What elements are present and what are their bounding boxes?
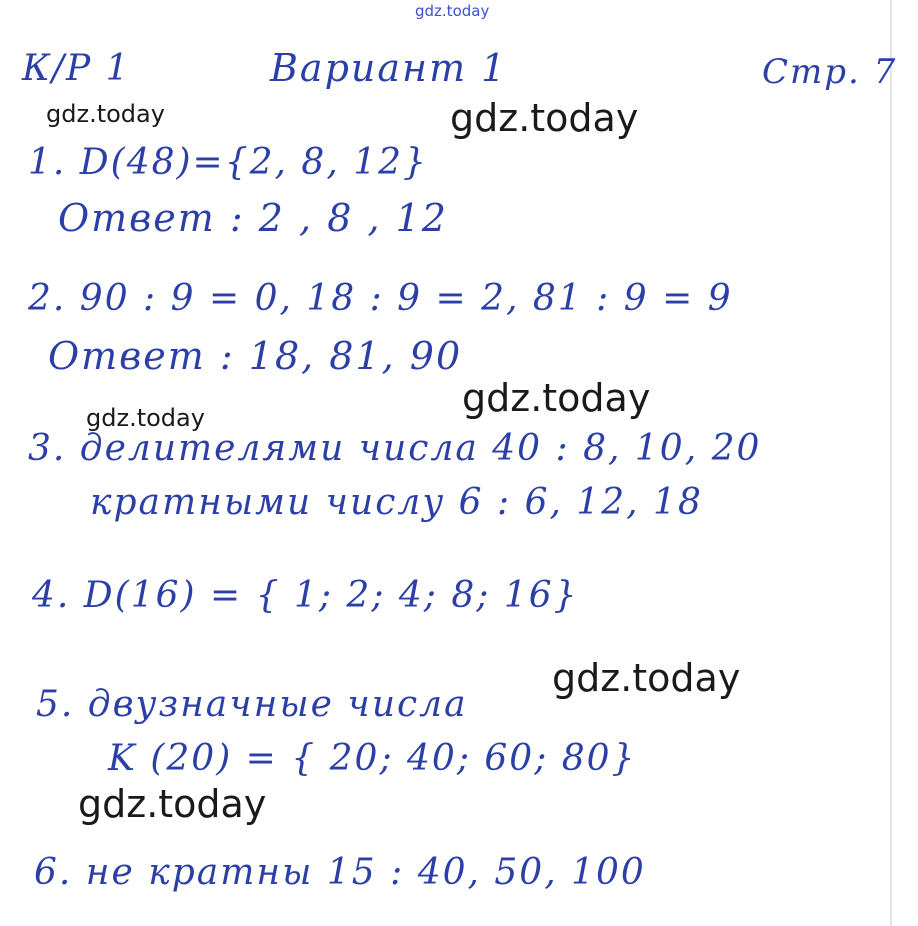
answer-5-line-2: K (20) = { 20; 40; 60; 80} — [108, 738, 637, 779]
notebook-margin-line — [890, 0, 892, 926]
watermark: gdz.today — [46, 100, 165, 128]
answer-2-line-2: Ответ : 18, 81, 90 — [48, 334, 463, 378]
watermark-top: gdz.today — [415, 2, 490, 20]
watermark: gdz.today — [78, 782, 267, 826]
header-kr: К/Р 1 — [22, 48, 131, 89]
answer-3-line-2: кратными числу 6 : 6, 12, 18 — [90, 482, 703, 523]
header-page: Стр. 7 — [762, 52, 898, 92]
watermark: gdz.today — [86, 404, 205, 432]
watermark: gdz.today — [450, 96, 639, 140]
header-variant: Вариант 1 — [270, 46, 508, 90]
answer-6-line-1: 6. не кратны 15 : 40, 50, 100 — [34, 852, 646, 893]
watermark: gdz.today — [462, 376, 651, 420]
answer-5-line-1: 5. двузначные числа — [36, 684, 468, 725]
answer-3-line-1: 3. делителями числа 40 : 8, 10, 20 — [28, 428, 762, 469]
answer-2-line-1: 2. 90 : 9 = 0, 18 : 9 = 2, 81 : 9 = 9 — [28, 278, 733, 319]
watermark: gdz.today — [552, 656, 741, 700]
answer-1-line-1: 1. D(48)={2, 8, 12} — [28, 142, 428, 183]
answer-4-line-1: 4. D(16) = { 1; 2; 4; 8; 16} — [32, 575, 579, 616]
answer-1-line-2: Ответ : 2 , 8 , 12 — [58, 196, 448, 240]
